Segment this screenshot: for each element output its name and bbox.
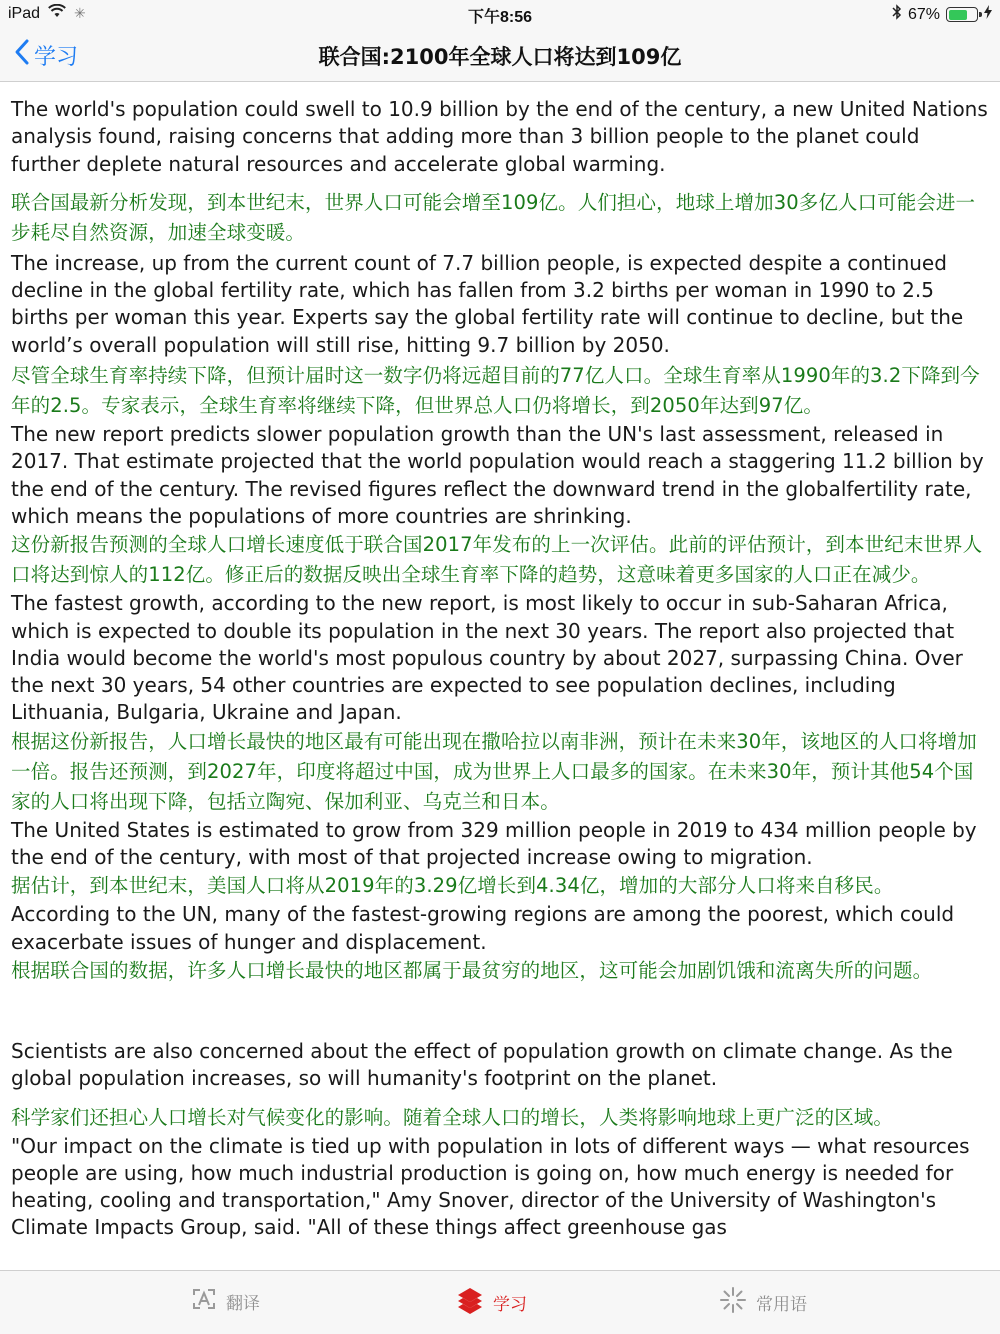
status-time: 下午8:56: [467, 9, 533, 26]
tab-translate[interactable]: [190, 1285, 260, 1318]
paragraph-chinese: 根据联合国的数据，许多人口增长最快的地区都属于最贫穷的地区，这可能会加剧饥饿和流离失所的问题。: [11, 958, 933, 982]
paragraph-chinese: 根据这份新报告，人口增长最快的地区最有可能出现在撒哈拉以南非洲，预计在未来30年，该地区的人口将增加一倍。报告还预测，到2027年，印度将超过中国，成为世界上人口最多的国家。在未来30年，预计其他54个国家的人口将出现下降，包括立陶宛、保加利亚、乌克兰和日本。: [11, 729, 977, 813]
device-name: iPad: [8, 4, 41, 22]
tab-phrases-label: 常用语: [756, 1295, 807, 1315]
tab-study-label: 学习: [493, 1295, 527, 1315]
tab-phrases[interactable]: [718, 1285, 807, 1320]
paragraph-english: The new report predicts slower population growth than the UN's last assessment, released in 2017. That estimate projected that the world population would reach a staggering 11.2 billion by the end of the century. The revised figures reflect the downward trend in the globalfertility rate, which means the populations of more countries are shrinking.: [11, 422, 991, 528]
phrases-icon: [718, 1285, 748, 1320]
article-content[interactable]: [0, 82, 1000, 1270]
status-bar: [0, 0, 1000, 28]
tab-bar: [0, 1270, 1000, 1334]
paragraph-english: The increase, up from the current count of 7.7 billion people, is expected despite a continued decline in the global fertility rate, which has fallen from 3.2 births per woman in 1990 to 2.5 births per woman this year. Experts say the global fertility rate will continue to decline, but the world’s overall population will still rise, hitting 9.7 billion by 2050.: [11, 250, 970, 357]
paragraph-english: According to the UN, many of the fastest-growing regions are among the poorest, which could exacerbate issues of hunger and displacement.: [11, 902, 961, 954]
back-button-label: 学习: [34, 44, 79, 70]
tab-study[interactable]: [455, 1285, 527, 1320]
paragraph-english: The United States is estimated to grow from 329 million people in 2019 to 434 million people by the end of the century, with most of that projected increase owing to migration.: [11, 817, 983, 870]
navigation-bar: [0, 28, 1000, 82]
paragraph-chinese: 这份新报告预测的全球人口增长速度低于联合国2017年发布的上一次评估。此前的评估预计，到本世纪末世界人口将达到惊人的112亿。修正后的数据反映出全球生育率下降的趋势，这意味着更多国家的人口正在减少。: [11, 533, 983, 587]
activity-spinner-icon: ✳: [74, 5, 86, 21]
paragraph-english: The world's population could swell to 10.9 billion by the end of the century, a new United Nations analysis found, raising concerns that adding more than 3 billion people to the planet could further deplete natural resources and accelerate global warming.: [11, 97, 995, 176]
page-title: 联合国:2100年全球人口将达到109亿: [318, 45, 682, 69]
paragraph-english: Scientists are also concerned about the effect of population growth on climate change. As the global population increases, so will humanity's footprint on the planet.: [11, 1038, 960, 1091]
status-right: [892, 4, 992, 25]
paragraph-english: "Our impact on the climate is tied up with population in lots of different ways — what resources people are using, how much industrial production is going on, how much energy is needed for heating, cooling and transportation," Amy Snover, director of the University of Washington's Climate Impacts Group, said. "All of these things affect greenhouse gas: [11, 1133, 976, 1240]
battery-level: [949, 10, 967, 20]
tab-translate-label: 翻译: [226, 1294, 260, 1314]
paragraph-chinese: 据估计，到本世纪末，美国人口将从2019年的3.29亿增长到4.34亿，增加的大部分人口将来自移民。: [11, 874, 894, 898]
paragraph-chinese: 科学家们还担心人口增长对气候变化的影响。随着全球人口的增长，人类将影响地球上更广泛的区域。: [11, 1105, 894, 1129]
study-icon: [455, 1285, 485, 1320]
charging-icon: [984, 5, 992, 24]
bluetooth-icon: [892, 4, 902, 25]
battery-icon: [946, 7, 978, 22]
paragraph-chinese: 联合国最新分析发现，到本世纪末，世界人口可能会增至109亿。人们担心，地球上增加30多亿人口可能会进一步耗尽自然资源，加速全球变暖。: [11, 190, 976, 244]
translate-icon: [190, 1285, 218, 1318]
paragraph-chinese: 尽管全球生育率持续下降，但预计届时这一数字仍将远超目前的77亿人口。全球生育率从1990年的3.2下降到今年的2.5。专家表示，全球生育率将继续下降，但世界总人口仍将增长，到2050年达到97亿。: [11, 364, 980, 418]
battery-percent: 67%: [907, 5, 940, 23]
paragraph-english: The fastest growth, according to the new report, is most likely to occur in sub-Saharan Africa, which is expected to double its population in the next 30 years. The report also projected that India would become the world's most populous country by about 2027, surpassing China. Over the next 30 years, 54 other countries are expected to see population declines, including Lithuania, Bulgaria, Ukraine and Japan.: [11, 591, 970, 725]
